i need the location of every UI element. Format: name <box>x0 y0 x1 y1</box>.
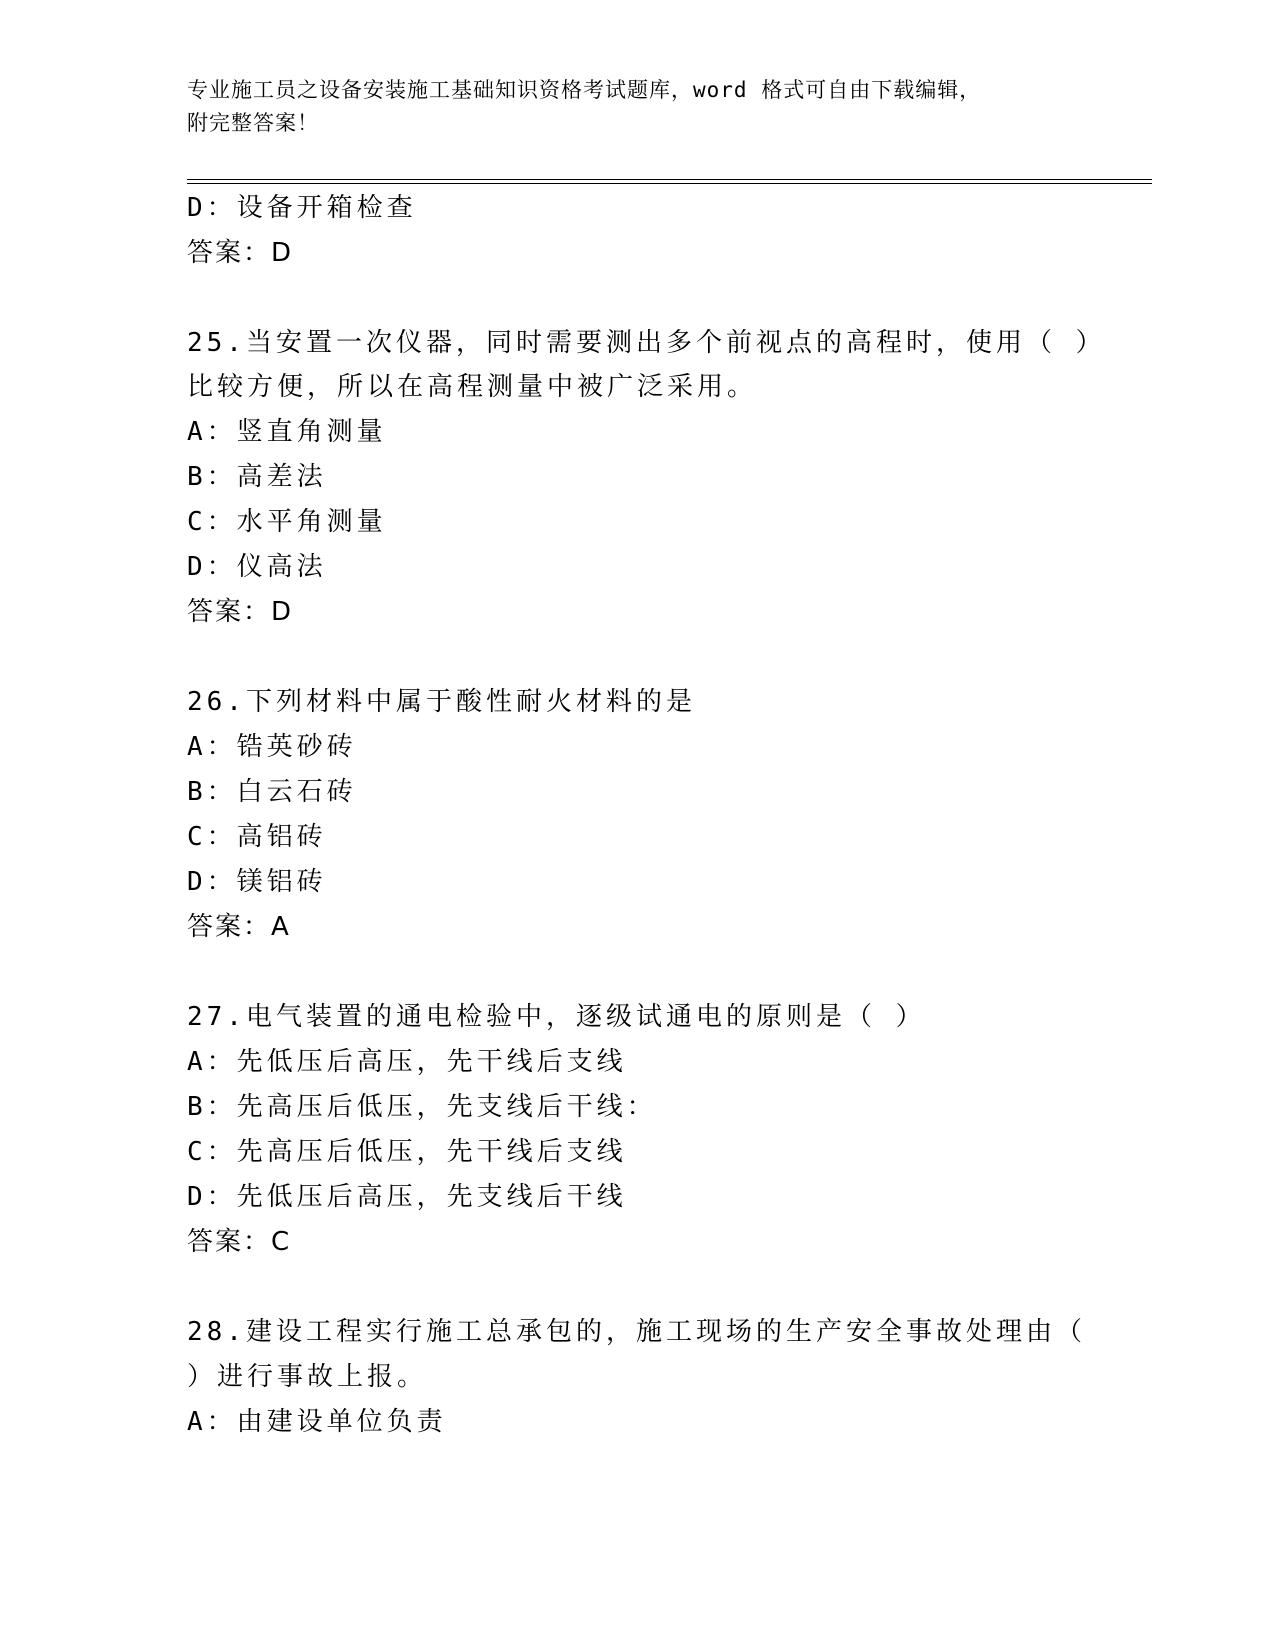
answer-24: 答案：D <box>187 238 294 268</box>
option-27-a: A：先低压后高压，先干线后支线 <box>187 1047 627 1077</box>
header-line-2: 附完整答案！ <box>187 111 319 135</box>
header-line-1: 专业施工员之设备安装施工基础知识资格考试题库，word 格式可自由下载编辑， <box>187 78 982 102</box>
answer-26: 答案：A <box>187 912 291 942</box>
option-26-b: B：白云石砖 <box>187 777 357 807</box>
option-26-d: D：镁铝砖 <box>187 867 327 897</box>
option-27-b: B：先高压后低压，先支线后干线： <box>187 1092 657 1122</box>
option-24-d: D：设备开箱检查 <box>187 193 417 223</box>
option-25-c: C：水平角测量 <box>187 507 387 537</box>
document-header <box>187 74 1077 140</box>
answer-25: 答案：D <box>187 597 294 627</box>
question-27-stem: 27.电气装置的通电检验中，逐级试通电的原则是（ ） <box>187 1002 926 1032</box>
question-25-stem-line-2: 比较方便，所以在高程测量中被广泛采用。 <box>187 372 758 402</box>
option-28-a: A：由建设单位负责 <box>187 1407 447 1437</box>
option-27-d: D：先低压后高压，先支线后干线 <box>187 1182 627 1212</box>
option-26-a: A：锆英砂砖 <box>187 732 357 762</box>
question-25-stem-line-1: 25.当安置一次仪器，同时需要测出多个前视点的高程时，使用（ ） <box>187 328 1106 358</box>
header-divider-top <box>187 179 1152 180</box>
question-28-stem-line-2: ）进行事故上报。 <box>187 1362 428 1392</box>
question-26-stem: 26.下列材料中属于酸性耐火材料的是 <box>187 687 696 717</box>
question-28-stem-line-1: 28.建设工程实行施工总承包的，施工现场的生产安全事故处理由（ <box>187 1317 1086 1347</box>
option-25-a: A：竖直角测量 <box>187 417 387 447</box>
option-27-c: C：先高压后低压，先干线后支线 <box>187 1137 627 1167</box>
option-25-b: B：高差法 <box>187 462 327 492</box>
option-25-d: D：仪高法 <box>187 552 327 582</box>
header-divider-bottom <box>187 183 1152 184</box>
answer-27: 答案：C <box>187 1227 292 1257</box>
option-26-c: C：高铝砖 <box>187 822 327 852</box>
